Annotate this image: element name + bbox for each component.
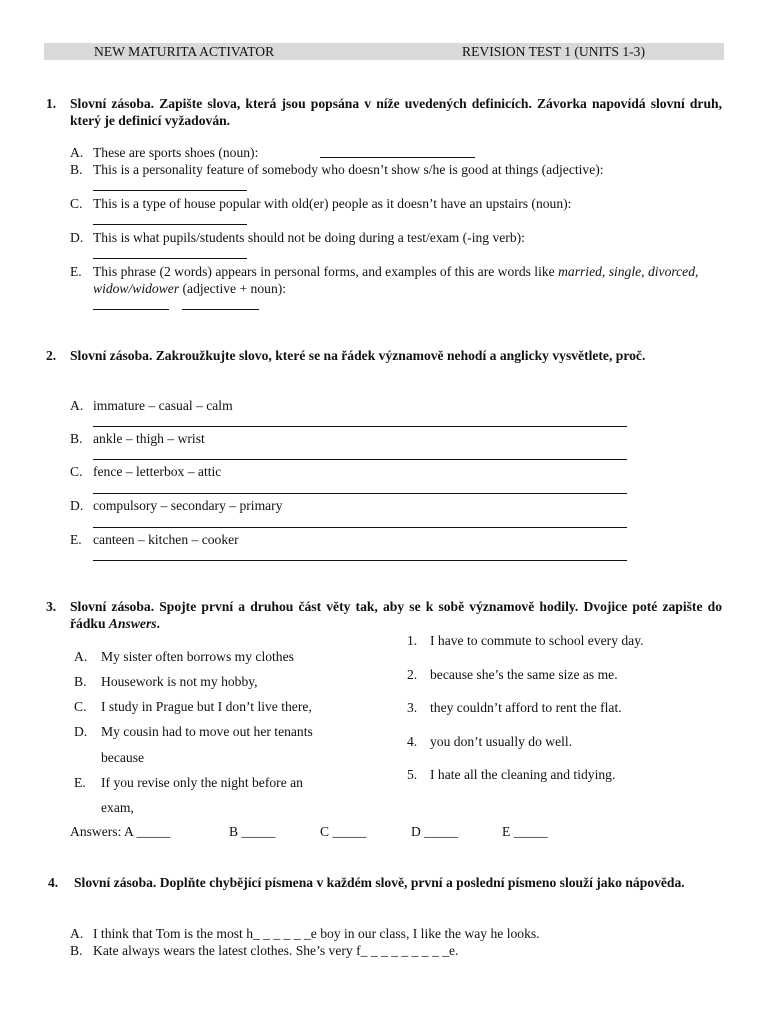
answer-blank-e2[interactable] xyxy=(182,309,259,310)
q3-right-item-3 xyxy=(407,699,727,716)
answer-blank-e1[interactable] xyxy=(93,309,169,310)
question-number: 2. xyxy=(46,348,57,363)
explanation-line-a[interactable] xyxy=(93,426,627,427)
instruction-before: Slovní zásoba. Spojte první a druhou část věty tak, aby se k sobě významově hodily. Dvojice poté zapište do řádku xyxy=(70,599,722,631)
item-text: I think that Tom is the most h_ _ _ _ _ _e boy in our class, I like the way he looks. xyxy=(93,926,540,941)
header-right-title: REVISION TEST 1 (UNITS 1-3) xyxy=(462,44,646,59)
item-number: 5. xyxy=(407,767,418,782)
question-number: 3. xyxy=(46,599,57,614)
item-letter: E. xyxy=(70,532,82,547)
question-instruction: Slovní zásoba. Doplňte chybějící písmena v každém slově, první a poslední písmeno slouží jako nápověda. xyxy=(74,875,685,890)
item-number: 1. xyxy=(407,633,418,648)
item-text: I study in Prague but I don’t live there, xyxy=(101,699,312,714)
item-text: My sister often borrows my clothes xyxy=(101,649,294,664)
item-text: This is what pupils/students should not be doing during a test/exam (-ing verb): xyxy=(93,230,525,245)
q1-item-d xyxy=(70,229,726,246)
q3-left-item-e xyxy=(74,774,394,791)
item-text: If you revise only the night before an xyxy=(101,775,303,790)
answers-d[interactable]: D _____ xyxy=(411,824,459,839)
item-letter: C. xyxy=(74,699,87,714)
q1-item-b xyxy=(70,161,726,178)
item-letter: A. xyxy=(70,398,84,413)
answers-c[interactable]: C _____ xyxy=(320,824,367,839)
item-text: because she’s the same size as me. xyxy=(430,667,618,682)
item-letter: B. xyxy=(74,674,87,689)
item-text: Housework is not my hobby, xyxy=(101,674,258,689)
item-text: fence – letterbox – attic xyxy=(93,464,222,479)
answer-blank-c[interactable] xyxy=(93,224,247,225)
item-number: 2. xyxy=(407,667,418,682)
item-text-continued: because xyxy=(101,750,145,765)
item-letter: A. xyxy=(74,649,88,664)
item-number: 4. xyxy=(407,734,418,749)
answer-blank-d[interactable] xyxy=(93,258,247,259)
item-text: ankle – thigh – wrist xyxy=(93,431,205,446)
q1-item-c xyxy=(70,195,726,212)
question-number: 1. xyxy=(46,96,57,111)
item-number: 3. xyxy=(407,700,418,715)
q3-right-item-5 xyxy=(407,766,727,783)
item-text: I hate all the cleaning and tidying. xyxy=(430,767,616,782)
q2-item-d xyxy=(70,497,726,514)
item-letter: C. xyxy=(70,464,83,479)
q2-item-a xyxy=(70,397,726,414)
item-letter: B. xyxy=(70,943,83,958)
q3-left-item-d-cont xyxy=(74,749,394,766)
item-text: This is a type of house popular with old(er) people as it doesn’t have an upstairs (noun): xyxy=(93,196,572,211)
item-text: they couldn’t afford to rent the flat. xyxy=(430,700,622,715)
q3-right-item-1 xyxy=(407,632,727,649)
item-letter: B. xyxy=(70,162,83,177)
q3-left-item-b xyxy=(74,673,394,690)
q3-right-item-4 xyxy=(407,733,727,750)
instruction-italic: Answers xyxy=(108,616,157,631)
answers-e[interactable]: E _____ xyxy=(502,824,548,839)
header-left-title: NEW MATURITA ACTIVATOR xyxy=(94,44,275,59)
item-text: Kate always wears the latest clothes. She’s very f_ _ _ _ _ _ _ _ _e. xyxy=(93,943,459,958)
item-text-before: This phrase (2 words) appears in personal forms, and examples of this are words like xyxy=(93,264,559,279)
instruction-after: . xyxy=(156,616,160,631)
page-header xyxy=(44,43,724,60)
question-3-heading xyxy=(46,598,722,632)
question-instruction: Slovní zásoba. Zakroužkujte slovo, které se na řádek významově nehodí a anglicky vysvětlete, proč. xyxy=(70,348,646,363)
q2-item-e xyxy=(70,531,726,548)
q3-left-item-c xyxy=(74,698,394,715)
item-letter: B. xyxy=(70,431,83,446)
item-letter: E. xyxy=(70,264,82,279)
item-letter: C. xyxy=(70,196,83,211)
question-4-heading xyxy=(48,874,698,891)
answer-blank-a[interactable] xyxy=(320,157,475,158)
item-text: compulsory – secondary – primary xyxy=(93,498,283,513)
item-text: canteen – kitchen – cooker xyxy=(93,532,239,547)
answers-b[interactable]: B _____ xyxy=(229,824,276,839)
question-1-heading xyxy=(46,95,722,129)
q1-item-a xyxy=(70,144,726,161)
item-text: My cousin had to move out her tenants xyxy=(101,724,313,739)
item-text-after: (adjective + noun): xyxy=(179,281,287,296)
item-letter: D. xyxy=(74,724,88,739)
question-instruction: Slovní zásoba. Zapište slova, která jsou popsána v níže uvedených definicích. Závorka napovídá slovní druh, který je definicí vyžadován. xyxy=(70,96,722,128)
explanation-line-b[interactable] xyxy=(93,459,627,460)
item-letter: A. xyxy=(70,926,84,941)
item-text: This is a personality feature of somebody who doesn’t show s/he is good at things (adjective): xyxy=(93,162,604,177)
item-letter: E. xyxy=(74,775,86,790)
item-letter: D. xyxy=(70,230,84,245)
question-2-heading xyxy=(46,347,722,364)
item-text: I have to commute to school every day. xyxy=(430,633,644,648)
q4-item-b xyxy=(70,942,726,959)
item-text: immature – casual – calm xyxy=(93,398,233,413)
q3-left-item-d xyxy=(74,723,394,740)
q3-right-item-2 xyxy=(407,666,727,683)
explanation-line-c[interactable] xyxy=(93,493,627,494)
q3-left-item-a xyxy=(74,648,394,665)
answer-blank-b[interactable] xyxy=(93,190,247,191)
question-number: 4. xyxy=(48,875,59,890)
item-text: These are sports shoes (noun): xyxy=(93,145,259,160)
explanation-line-e[interactable] xyxy=(93,560,627,561)
item-text-continued: exam, xyxy=(101,800,134,815)
item-text xyxy=(93,263,726,297)
question-instruction xyxy=(70,598,722,632)
q2-item-b xyxy=(70,430,726,447)
item-letter: D. xyxy=(70,498,84,513)
q2-item-c xyxy=(70,463,726,480)
explanation-line-d[interactable] xyxy=(93,527,627,528)
item-text: you don’t usually do well. xyxy=(430,734,573,749)
q4-item-a xyxy=(70,925,726,942)
q1-item-e xyxy=(70,263,726,297)
item-letter: A. xyxy=(70,145,84,160)
q3-left-item-e-cont xyxy=(74,799,394,816)
item-text-italic: married, single, divorced, widow/widower xyxy=(93,264,699,296)
answers-a[interactable]: Answers: A _____ xyxy=(70,824,171,839)
